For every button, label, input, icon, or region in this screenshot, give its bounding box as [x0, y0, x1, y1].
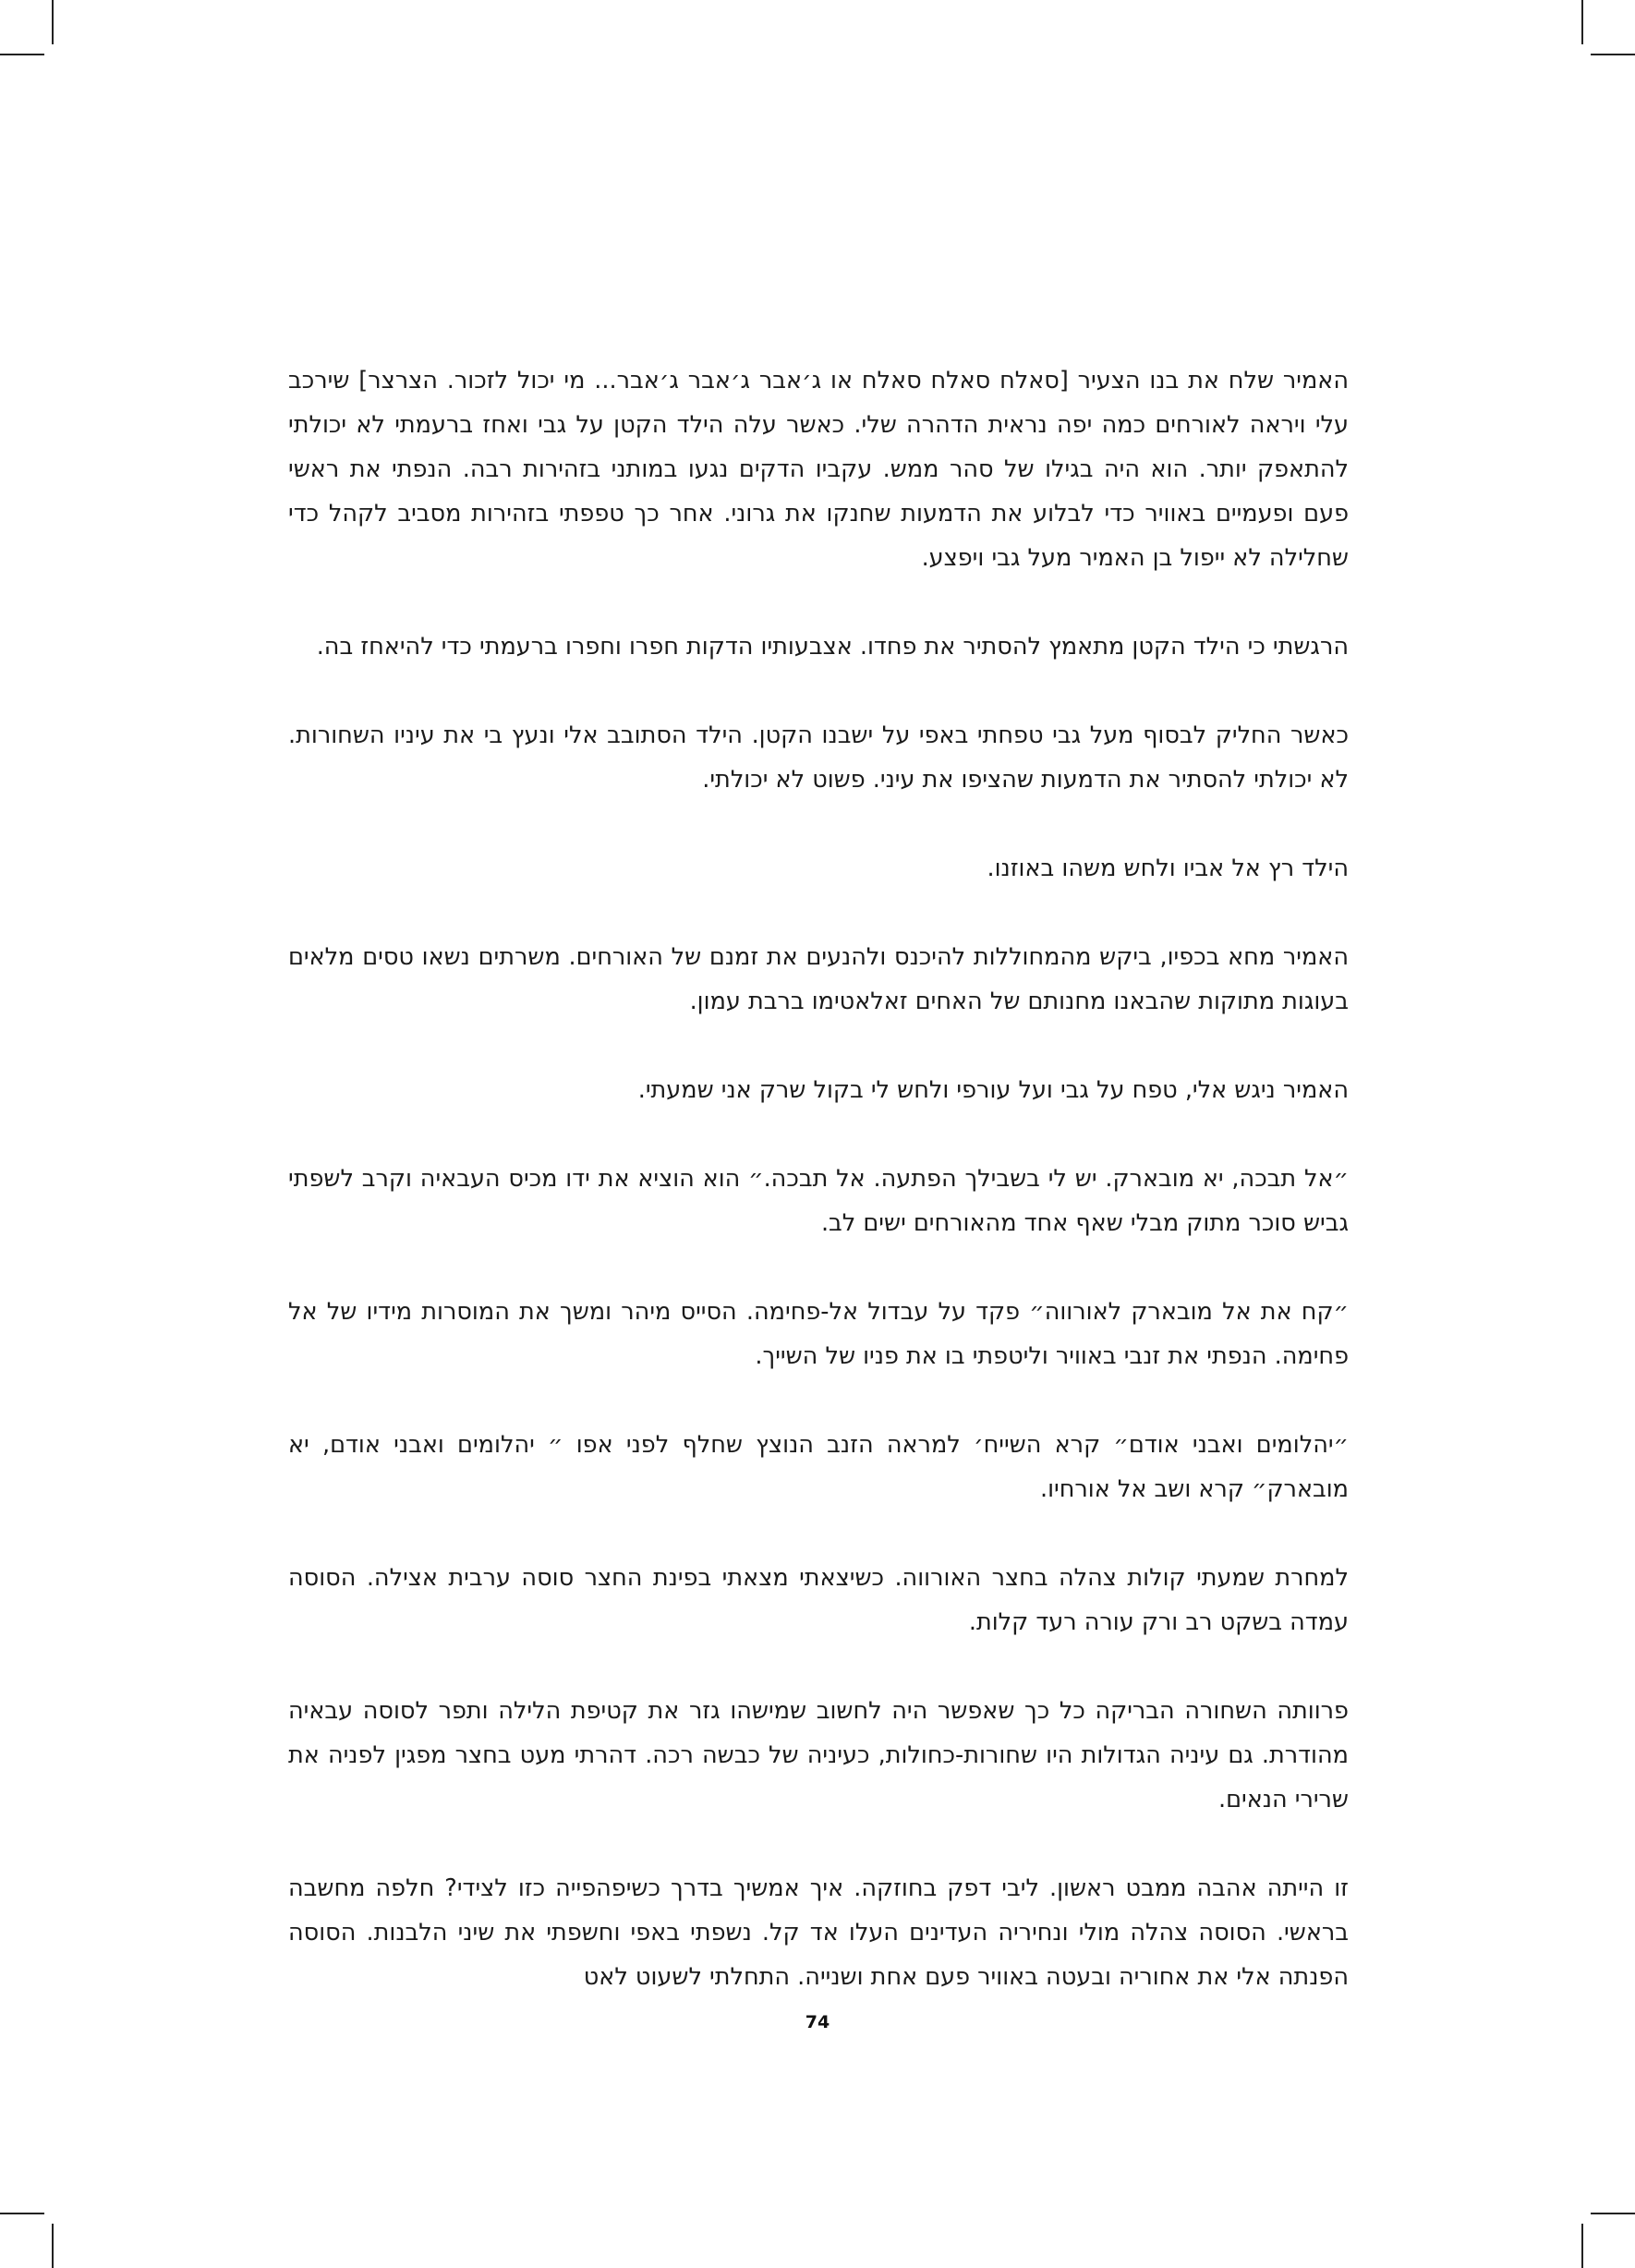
- crop-mark-bottom-right-vertical: [1581, 2224, 1583, 2268]
- paragraph-10: למחרת שמעתי קולות צהלה בחצר האורווה. כשיצאתי מצאתי בפינת החצר סוסה ערבית אצילה. הסוסה עמדה בשקט רב ורק עורה רעד קלות.: [288, 1564, 1349, 1636]
- paragraph-11: פרוותה השחורה הבריקה כל כך שאפשר היה לחשוב שמישהו גזר את קטיפת הלילה ותפר לסוסה עבאיה מהודרת. גם עיניה הגדולות היו שחורות-כחולות, כעיניה של כבשה רכה. דהרתי מעט בחצר מפגין לפניה את שרירי הנאים.: [288, 1697, 1349, 1813]
- paragraph-4: הילד רץ אל אביו ולחש משהו באוזנו.: [987, 855, 1349, 882]
- paragraph-8: ״קח את אל מובארק לאורווה״ פקד על עבדול אל-פחימה. הסייס מיהר ומשך את המוסרות מידיו של אל פחימה. הנפתי את זנבי באוויר וליטפתי בו את פניו של השייך.: [288, 1298, 1349, 1370]
- paragraph-6: האמיר ניגש אלי, טפח על גבי ועל עורפי ולחש לי בקול שרק אני שמעתי.: [637, 1076, 1349, 1104]
- paragraph-9: ״יהלומים ואבני אודם״ קרא השייח׳ למראה הזנב הנוצץ שחלף לפני אפו ״ יהלומים ואבני אודם, יא מובארק״ קרא ושב אל אורחיו.: [288, 1431, 1349, 1503]
- crop-mark-top-right-horizontal: [1591, 54, 1635, 55]
- paragraph-2: הרגשתי כי הילד הקטן מתאמץ להסתיר את פחדו. אצבעותיו הדקות חפרו וחפרו ברעמתי כדי להיאחז בה.: [316, 633, 1349, 661]
- crop-mark-bottom-left-horizontal: [0, 2213, 44, 2214]
- crop-mark-bottom-right-horizontal: [1591, 2213, 1635, 2214]
- crop-mark-top-left-vertical: [52, 0, 54, 44]
- crop-mark-bottom-left-vertical: [52, 2224, 54, 2268]
- paragraph-7: ״אל תבכה, יא מובארק. יש לי בשבילך הפתעה. אל תבכה.״ הוא הוציא את ידו מכיס העבאיה וקרב לשפתי גביש סוכר מתוק מבלי שאף אחד מהאורחים ישים לב.: [288, 1165, 1349, 1237]
- paragraph-1: האמיר שלח את בנו הצעיר [סאלח סאלח סאלח או ג׳אבר ג׳אבר ג׳אבר... מי יכול לזכור. הצרצר] שירכב עלי ויראה לאורחים כמה יפה נראית הדהרה שלי. כאשר עלה הילד הקטן על גבי ואחז ברעמתי לא יכולתי להתאפק יותר. הוא היה בגילו של סהר ממש. עקביו הדקים נגעו במותני בזהירות רבה. הנפתי את ראשי פעם ופעמיים באוויר כדי לבלוע את הדמעות שחנקו את גרוני. אחר כך טפפתי בזהירות מסביב לקהל כדי שחלילה לא ייפול בן האמיר מעל גבי ויפצע.: [288, 367, 1349, 572]
- paragraph-5: האמיר מחא בכפיו, ביקש מהמחוללות להיכנס ולהנעים את זמנם של האורחים. משרתים נשאו טסים מלאים בעוגות מתוקות שהבאנו מחנותם של האחים זאלאטימו ברבת עמון.: [288, 943, 1349, 1015]
- crop-mark-top-left-horizontal: [0, 54, 44, 55]
- page-number: 74: [805, 2012, 830, 2032]
- crop-mark-top-right-vertical: [1581, 0, 1583, 44]
- paragraph-3: כאשר החליק לבסוף מעל גבי טפחתי באפי על ישבנו הקטן. הילד הסתובב אלי ונעץ בי את עיניו השחורות. לא יכולתי להסתיר את הדמעות שהציפו את עיני. פשוט לא יכולתי.: [288, 722, 1349, 794]
- paragraph-12: זו הייתה אהבה ממבט ראשון. ליבי דפק בחוזקה. איך אמשיך בדרך כשיפהפייה כזו לצידי? חלפה מחשבה בראשי. הסוסה צהלה מולי ונחיריה העדינים העלו אד קל. נשפתי באפי וחשפתי את שיני הלבנות. הסוסה הפנתה אלי את אחוריה ובעטה באוויר פעם אחת ושנייה. התחלתי לשעוט לאט: [288, 1874, 1349, 1991]
- body-text: [288, 358, 1349, 2044]
